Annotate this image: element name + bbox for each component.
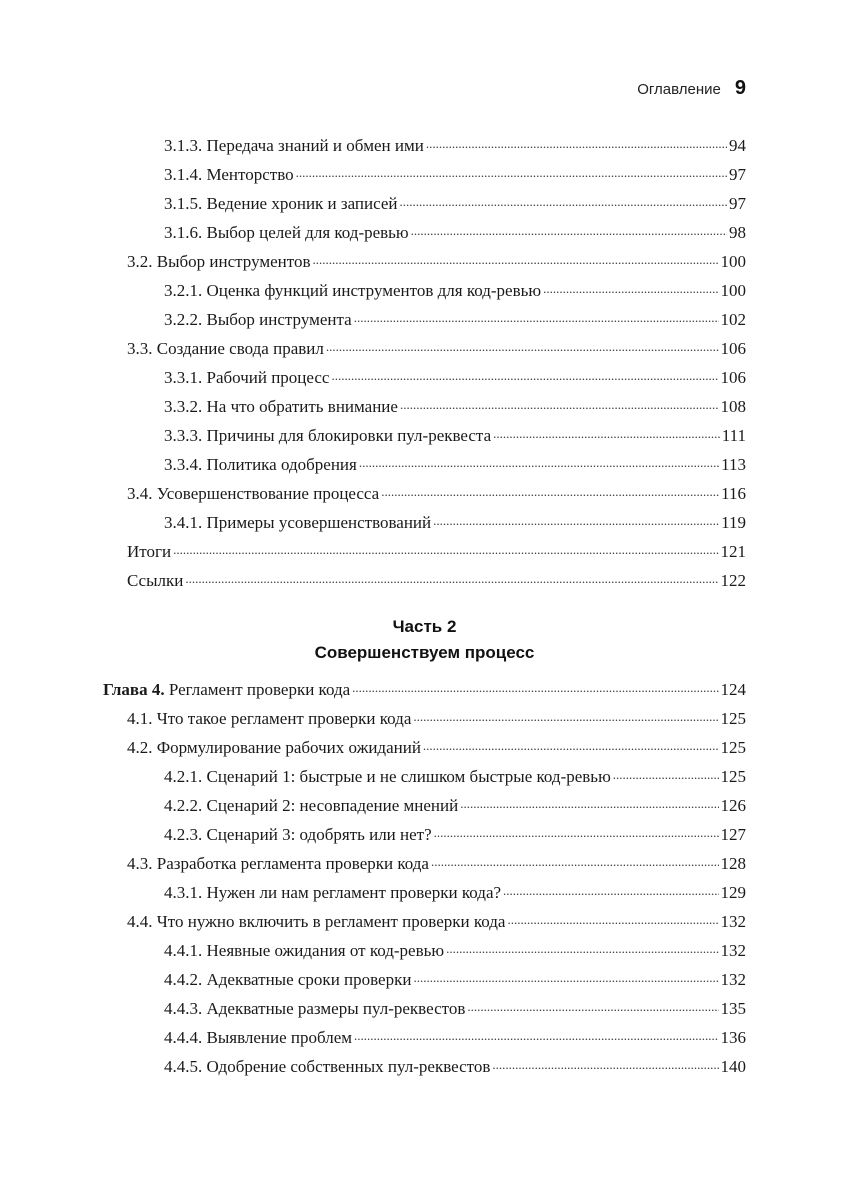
toc-page-number: 128 <box>720 854 746 873</box>
toc-page-number: 100 <box>720 252 746 271</box>
leader-dots <box>354 1024 718 1047</box>
leader-dots <box>326 335 719 358</box>
toc-page-number: 135 <box>720 999 746 1018</box>
toc-entry-label: 3.4.1. Примеры усовершенствований <box>164 513 432 532</box>
toc-page-number: 100 <box>720 281 746 300</box>
toc-entry[interactable] <box>127 737 746 760</box>
leader-dots <box>613 763 719 786</box>
toc-page-number: 136 <box>720 1028 746 1047</box>
toc-entry-label: 3.4. Усовершенствование процесса <box>127 484 380 503</box>
toc-page-number: 111 <box>721 426 746 445</box>
toc-entry[interactable] <box>164 940 746 963</box>
toc-page-number: 132 <box>720 970 746 989</box>
toc-entry-label: 4.3. Разработка регламента проверки кода <box>127 854 429 873</box>
toc-entry-label: 3.2.2. Выбор инструмента <box>164 310 352 329</box>
toc-entry[interactable] <box>164 193 746 216</box>
leader-dots <box>359 451 719 474</box>
toc-page-number: 108 <box>720 397 746 416</box>
toc-entry-label: 3.3.3. Причины для блокировки пул-реквеста <box>164 426 492 445</box>
leader-dots <box>354 306 719 329</box>
chapter-prefix: Глава 4. <box>103 680 165 699</box>
toc-entry-label: 4.2.1. Сценарий 1: быстрые и не слишком быстрые код-ревью <box>164 767 611 786</box>
toc-entry[interactable] <box>127 338 746 361</box>
toc-entry[interactable] <box>127 570 746 593</box>
leader-dots <box>433 509 719 532</box>
toc-entry[interactable] <box>127 251 746 274</box>
leader-dots <box>381 480 719 503</box>
toc-entry-label: 4.2.3. Сценарий 3: одобрять или нет? <box>164 825 432 844</box>
leader-dots <box>431 850 719 873</box>
page-number: 9 <box>734 77 746 99</box>
chapter-label: Регламент проверки кода <box>168 680 351 699</box>
toc-page-number: 125 <box>720 709 746 728</box>
toc-entry-label: 4.2.2. Сценарий 2: несовпадение мнений <box>164 796 459 815</box>
toc-page-number: 140 <box>720 1057 746 1076</box>
leader-dots <box>185 567 718 590</box>
toc-entry-label: 4.4.4. Выявление проблем <box>164 1028 353 1047</box>
toc-page-number: 132 <box>720 912 746 931</box>
leader-dots <box>312 248 718 271</box>
toc-entry-label: 3.3. Создание свода правил <box>127 339 324 358</box>
toc-entry[interactable] <box>164 164 746 187</box>
toc-page-number: 125 <box>720 767 746 786</box>
toc-entry[interactable] <box>127 483 746 506</box>
toc-page-number: 124 <box>720 680 746 699</box>
toc-entry-label: 3.2. Выбор инструментов <box>127 252 311 271</box>
leader-dots <box>446 937 718 960</box>
toc-page-number: 132 <box>720 941 746 960</box>
toc-entry[interactable] <box>164 882 746 905</box>
toc-page-number: 127 <box>720 825 746 844</box>
toc-entry-label: 4.4.1. Неявные ожидания от код-ревью <box>164 941 445 960</box>
leader-dots <box>352 676 718 699</box>
leader-dots <box>400 393 719 416</box>
toc-entry-label: 4.1. Что такое регламент проверки кода <box>127 709 412 728</box>
toc-entry-label: Ссылки <box>127 571 184 590</box>
toc-entry[interactable] <box>127 911 746 934</box>
toc-page-number: 102 <box>720 310 746 329</box>
toc-entry[interactable] <box>164 766 746 789</box>
toc-page-number: 113 <box>721 455 746 474</box>
toc-entry[interactable] <box>164 824 746 847</box>
leader-dots <box>507 908 718 931</box>
leader-dots <box>413 705 718 728</box>
toc-page-number: 106 <box>720 368 746 387</box>
leader-dots <box>173 538 718 561</box>
header-section-title: Оглавление <box>637 81 721 98</box>
part-title: Совершенствуем процесс <box>314 643 535 662</box>
toc-entry[interactable] <box>164 135 746 158</box>
toc-page-number: 98 <box>729 223 746 242</box>
leader-dots <box>423 734 719 757</box>
leader-dots <box>492 1053 718 1076</box>
toc-entry-label: 3.1.4. Менторство <box>164 165 294 184</box>
toc-page-number: 129 <box>720 883 746 902</box>
toc-entry[interactable] <box>164 280 746 303</box>
toc-entry-label: 4.4.5. Одобрение собственных пул-реквестов <box>164 1057 491 1076</box>
toc-entry-label: Итоги <box>127 542 172 561</box>
toc-page-number: 126 <box>720 796 746 815</box>
toc-entry-label: 4.4.2. Адекватные сроки проверки <box>164 970 412 989</box>
toc-page-number: 106 <box>720 339 746 358</box>
toc-entry-label: 3.3.1. Рабочий процесс <box>164 368 330 387</box>
toc-entry[interactable] <box>164 396 746 419</box>
toc-entry[interactable] <box>164 222 746 245</box>
toc-entry-label: 3.1.5. Ведение хроник и записей <box>164 194 398 213</box>
toc-chapter-entry[interactable] <box>103 679 746 702</box>
toc-page-number: 125 <box>720 738 746 757</box>
toc-entry-label: 3.1.6. Выбор целей для код-ревью <box>164 223 409 242</box>
toc-entry-label: 4.3.1. Нужен ли нам регламент проверки кода? <box>164 883 502 902</box>
leader-dots <box>543 277 718 300</box>
toc-page-number: 97 <box>729 194 746 213</box>
toc-page-number: 94 <box>729 136 746 155</box>
leader-dots <box>411 219 727 242</box>
toc-entry-label: 3.2.1. Оценка функций инструментов для код-ревью <box>164 281 542 300</box>
toc-entry-label: 3.3.2. На что обратить внимание <box>164 397 398 416</box>
leader-dots <box>296 161 727 184</box>
toc-entry[interactable] <box>127 708 746 731</box>
toc-entry[interactable] <box>164 309 746 332</box>
toc-entry[interactable] <box>164 1027 746 1050</box>
toc-entry-label: 3.1.3. Передача знаний и обмен ими <box>164 136 424 155</box>
part-number: Часть 2 <box>392 617 457 636</box>
toc-entry[interactable] <box>164 367 746 390</box>
toc-entry[interactable] <box>164 998 746 1021</box>
leader-dots <box>460 792 718 815</box>
toc-entry[interactable] <box>164 454 746 477</box>
toc-page-number: 116 <box>721 484 746 503</box>
leader-dots <box>434 821 719 844</box>
toc-entry[interactable] <box>127 853 746 876</box>
toc-entry-label: 4.4.3. Адекватные размеры пул-реквестов <box>164 999 466 1018</box>
toc-entry[interactable] <box>164 795 746 818</box>
toc-entry[interactable] <box>164 425 746 448</box>
leader-dots <box>426 132 727 155</box>
leader-dots <box>331 364 718 387</box>
leader-dots <box>400 190 727 213</box>
toc-entry[interactable] <box>164 969 746 992</box>
toc-entry-label: 4.4. Что нужно включить в регламент проверки кода <box>127 912 506 931</box>
toc-page-number: 121 <box>720 542 746 561</box>
leader-dots <box>413 966 718 989</box>
running-header <box>637 77 746 100</box>
toc-entry-label: 3.3.4. Политика одобрения <box>164 455 357 474</box>
leader-dots <box>503 879 718 902</box>
toc-page-number: 119 <box>721 513 746 532</box>
toc-entry[interactable] <box>164 512 746 535</box>
toc-page-number: 97 <box>729 165 746 184</box>
toc-entry-label: 4.2. Формулирование рабочих ожиданий <box>127 738 421 757</box>
toc-page-number: 122 <box>720 571 746 590</box>
toc-entry[interactable] <box>164 1056 746 1079</box>
leader-dots <box>467 995 718 1018</box>
leader-dots <box>493 422 720 445</box>
toc-entry[interactable] <box>127 541 746 564</box>
